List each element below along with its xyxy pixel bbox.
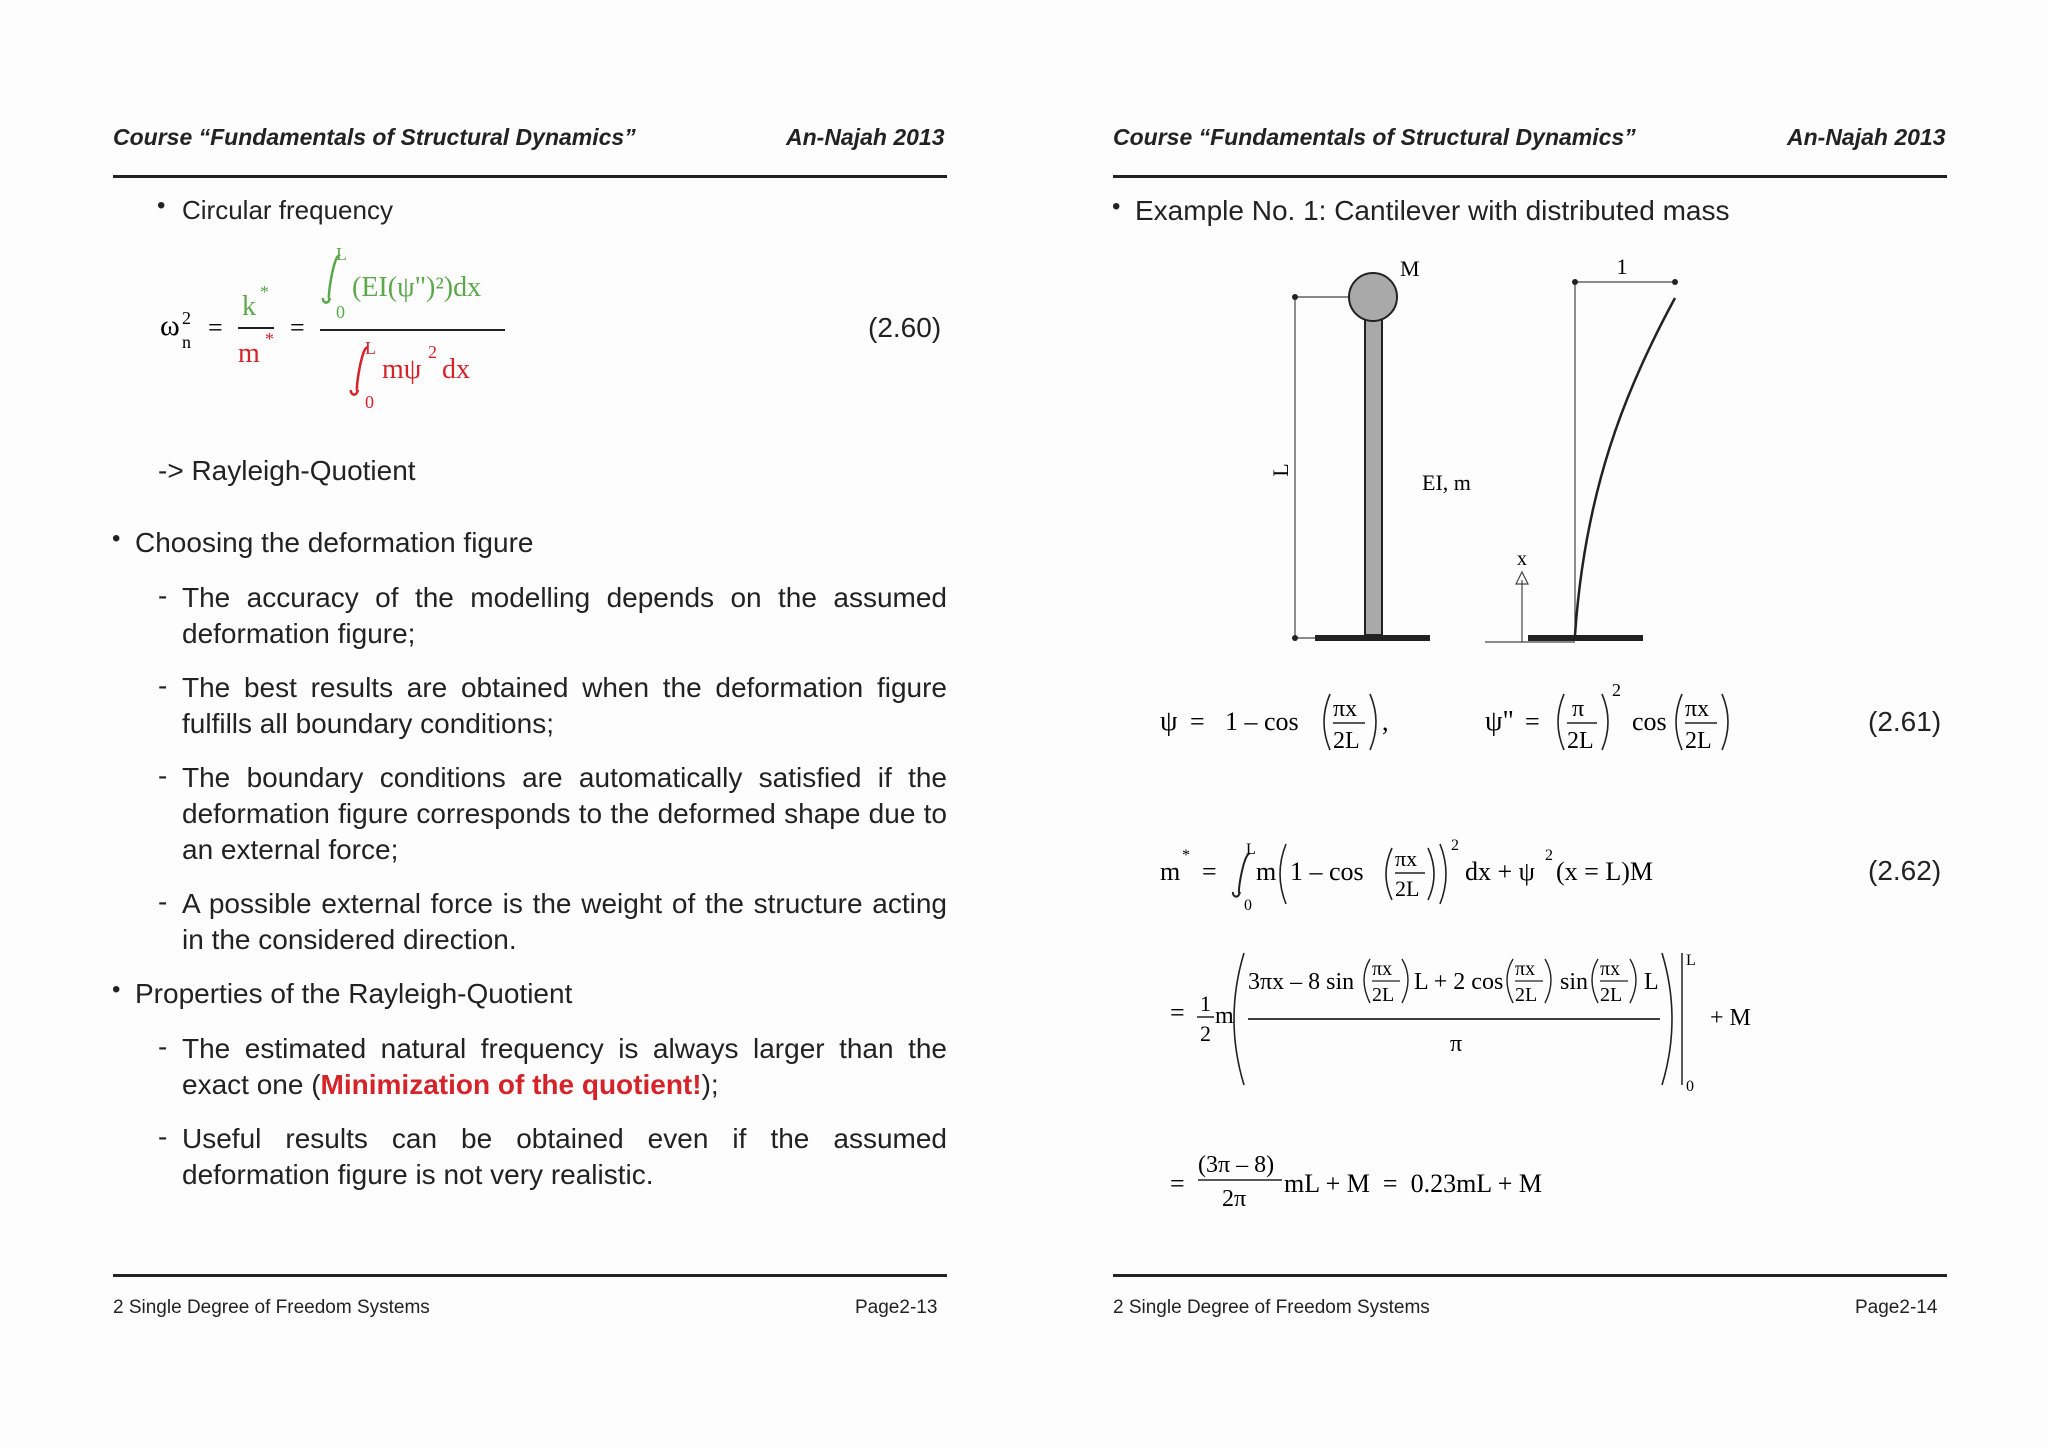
header-course-title: Course “Fundamentals of Structural Dynamics”: [1113, 124, 1636, 150]
svg-text:0: 0: [1244, 897, 1252, 914]
svg-text:L: L: [365, 338, 376, 358]
svg-text:πx: πx: [1395, 846, 1418, 871]
svg-text:L: L: [1246, 841, 1256, 858]
base-support: [1315, 635, 1430, 641]
svg-text:0: 0: [336, 302, 345, 322]
svg-text:=: =: [1170, 998, 1185, 1027]
svg-text:2: 2: [1451, 837, 1459, 854]
svg-text:=: =: [1202, 857, 1217, 886]
dash-marker: -: [158, 580, 168, 611]
header-divider: [113, 175, 947, 178]
bullet-dot: •: [112, 976, 121, 1003]
svg-text:dx + ψ: dx + ψ: [1465, 857, 1535, 886]
svg-text:2: 2: [1545, 847, 1553, 864]
svg-text:sin: sin: [1560, 969, 1589, 995]
bullet-properties-rayleigh: Properties of the Rayleigh-Quotient: [135, 978, 573, 1009]
equation-number-2-60: (2.60): [868, 312, 942, 343]
svg-text:2: 2: [1612, 680, 1621, 700]
svg-text:2L: 2L: [1600, 984, 1623, 1006]
footer-chapter: 2 Single Degree of Freedom Systems: [113, 1297, 430, 1318]
svg-text:1: 1: [1200, 991, 1211, 1016]
svg-text:πx: πx: [1685, 696, 1710, 722]
rayleigh-quotient-arrow: -> Rayleigh-Quotient: [158, 455, 416, 486]
list-item: The accuracy of the modelling depends on the assumed deformation figure;: [182, 582, 947, 649]
dash-marker: -: [158, 1031, 168, 1062]
svg-text:=: =: [290, 313, 305, 342]
equation-2-61: [1160, 680, 1780, 760]
bullet-dot: •: [157, 192, 166, 219]
svg-text:2: 2: [182, 308, 191, 328]
svg-text:2L: 2L: [1395, 876, 1420, 901]
equation-2-60-figure: [150, 240, 550, 410]
svg-text:2π: 2π: [1222, 1186, 1247, 1212]
svg-text:m: m: [1256, 857, 1277, 886]
svg-text:mψ: mψ: [382, 354, 422, 385]
dash-marker: -: [158, 760, 168, 791]
bullet-choosing-deformation: Choosing the deformation figure: [135, 527, 534, 558]
header-divider: [1113, 175, 1947, 178]
list-item: The best results are obtained when the deformation figure fulfills all boundary conditions;: [182, 672, 947, 739]
svg-text:=: =: [208, 313, 223, 342]
svg-text:=: =: [1170, 1169, 1185, 1198]
svg-text:+ M: + M: [1710, 1005, 1751, 1031]
equation-step-2: [1170, 945, 1790, 1095]
equation-number-2-62: (2.62): [1868, 855, 1942, 886]
base-support: [1528, 635, 1643, 641]
stiffness-label: EI, m: [1422, 470, 1471, 495]
dash-marker: -: [158, 670, 168, 701]
svg-text:ω: ω: [160, 309, 180, 342]
svg-text:2L: 2L: [1567, 728, 1594, 754]
svg-text:(3π – 8): (3π – 8): [1198, 1152, 1275, 1178]
svg-text:dx: dx: [442, 354, 470, 385]
dash-marker: -: [158, 886, 168, 917]
equation-number-2-61: (2.61): [1868, 706, 1942, 737]
svg-text:πx: πx: [1333, 696, 1358, 722]
mass-label: M: [1400, 256, 1420, 281]
svg-text:cos: cos: [1632, 707, 1667, 736]
svg-text:(EI(ψ")²)dx: (EI(ψ")²)dx: [352, 272, 482, 303]
svg-text:2: 2: [1200, 1021, 1211, 1046]
footer-divider: [1113, 1274, 1947, 1277]
svg-text:0: 0: [1686, 1078, 1694, 1095]
svg-text:k: k: [242, 291, 256, 322]
svg-text:3πx – 8 sin: 3πx – 8 sin: [1248, 969, 1355, 995]
dash-marker: -: [158, 1121, 168, 1152]
equation-2-62: [1160, 830, 1700, 920]
svg-text:π: π: [1572, 696, 1585, 722]
footer-divider: [113, 1274, 947, 1277]
svg-text:L: L: [1644, 969, 1659, 995]
svg-text:πx: πx: [1600, 958, 1621, 980]
svg-text:*: *: [265, 329, 274, 349]
lumped-mass: [1349, 273, 1397, 321]
header-course-title: Course “Fundamentals of Structural Dynamics”: [113, 124, 636, 150]
header-university: An-Najah 2013: [786, 124, 945, 150]
svg-text:m: m: [238, 338, 260, 369]
footer-page-number: Page2-14: [1855, 1297, 1938, 1318]
deformed-shape-curve: [1575, 298, 1675, 635]
bullet-dot: •: [112, 525, 121, 552]
svg-text:2: 2: [428, 342, 437, 362]
svg-text:ψ: ψ: [1160, 706, 1178, 737]
svg-text:2L: 2L: [1515, 984, 1538, 1006]
cantilever-figure: [1270, 250, 1790, 650]
footer-chapter: 2 Single Degree of Freedom Systems: [1113, 1297, 1430, 1318]
svg-text:2L: 2L: [1333, 728, 1360, 754]
page-right: [1000, 0, 2024, 1448]
svg-text:L + 2 cos: L + 2 cos: [1414, 969, 1504, 995]
sub-bullet-circular-frequency: Circular frequency: [182, 195, 393, 225]
svg-text:2L: 2L: [1372, 984, 1395, 1006]
svg-text:1 – cos: 1 – cos: [1225, 707, 1299, 736]
svg-text:m: m: [1160, 857, 1181, 886]
svg-text:πx: πx: [1515, 958, 1536, 980]
column: [1365, 310, 1382, 635]
equation-step-3: [1170, 1140, 1690, 1220]
bullet-dot: •: [1112, 193, 1121, 220]
svg-text:2L: 2L: [1685, 728, 1712, 754]
highlight-minimization: Minimization of the quotient!: [320, 1069, 702, 1100]
svg-text:π: π: [1450, 1031, 1463, 1057]
svg-text:0: 0: [365, 392, 374, 412]
svg-text:n: n: [182, 332, 191, 352]
svg-text:(x = L)M: (x = L)M: [1556, 857, 1653, 886]
svg-text:,: ,: [1382, 707, 1389, 736]
list-item: A possible external force is the weight of the structure acting in the considered direction.: [182, 888, 947, 955]
svg-text:ψ": ψ": [1485, 706, 1514, 737]
length-label: L: [1268, 463, 1293, 477]
svg-text:m: m: [1215, 1003, 1234, 1029]
svg-text:L: L: [1686, 952, 1696, 969]
footer-page-number: Page2-13: [855, 1297, 938, 1318]
header-university: An-Najah 2013: [1787, 124, 1946, 150]
list-item: The boundary conditions are automatically satisfied if the deformation figure corresponds to the deformed shape due to an external force;: [182, 762, 947, 865]
svg-text:*: *: [260, 282, 269, 302]
svg-text:L: L: [336, 244, 347, 264]
svg-text:mL + M = 0.23mL + M: mL + M = 0.23mL + M: [1284, 1169, 1543, 1198]
list-item: Useful results can be obtained even if the assumed deformation figure is not very realistic.: [182, 1123, 947, 1190]
svg-text:1 – cos: 1 – cos: [1290, 857, 1364, 886]
svg-text:=: =: [1190, 707, 1205, 736]
svg-text:πx: πx: [1372, 958, 1393, 980]
unit-displacement-label: 1: [1616, 254, 1628, 279]
svg-text:=: =: [1525, 707, 1540, 736]
x-axis-label: x: [1517, 548, 1527, 570]
list-item: The estimated natural frequency is always larger than the exact one (Minimization of the quotient!);: [182, 1033, 947, 1100]
svg-text:*: *: [1182, 847, 1190, 864]
bullet-example-cantilever: Example No. 1: Cantilever with distributed mass: [1135, 195, 1730, 226]
